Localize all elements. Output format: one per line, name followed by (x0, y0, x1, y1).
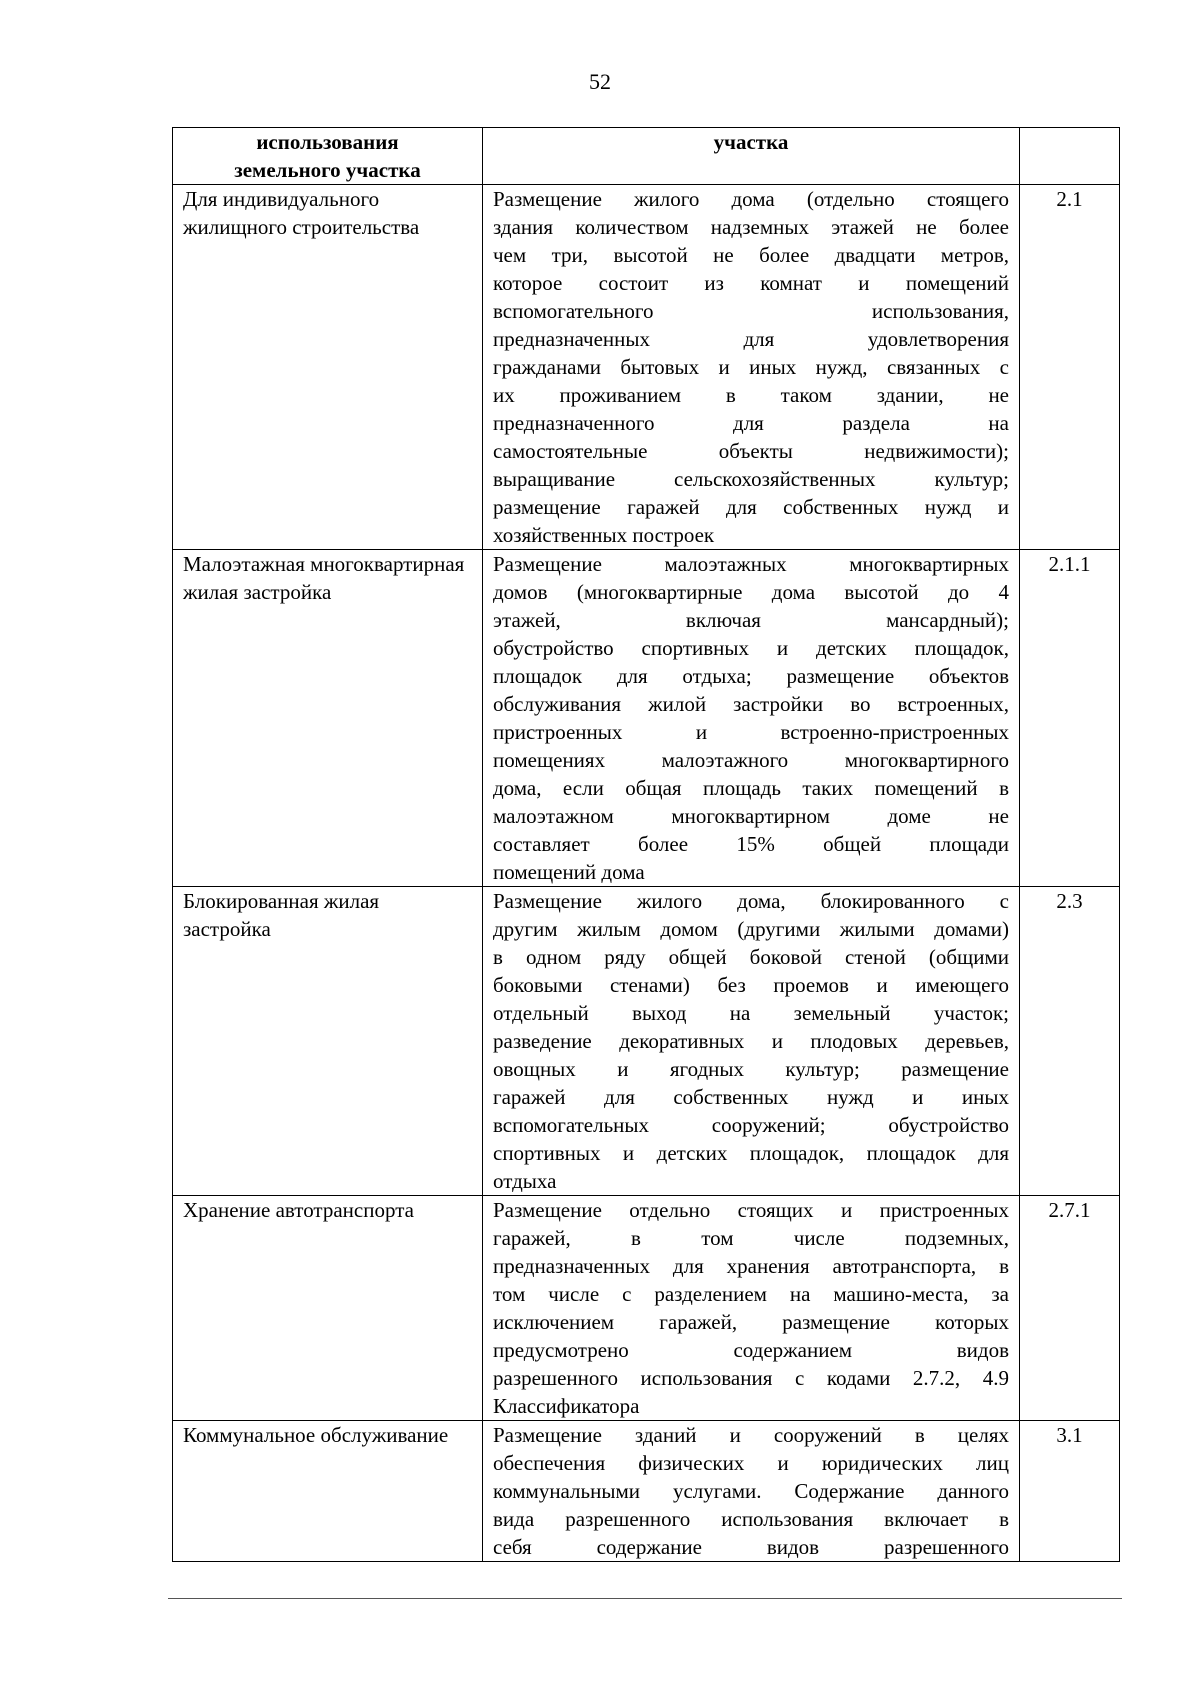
footer-divider (168, 1598, 1122, 1599)
description-line: исключением гаражей, размещение которых (493, 1310, 1009, 1334)
description-line: коммунальными услугами. Содержание данного (493, 1479, 1009, 1503)
description-line: помещений дома (493, 860, 645, 884)
land-use-description (483, 887, 1020, 1196)
header-line: земельного участка (234, 158, 421, 182)
header-description: участка (483, 128, 1020, 185)
description-line: которое состоит из комнат и помещений (493, 271, 1009, 295)
description-line: себя содержание видов разрешенного (493, 1535, 1009, 1559)
table-row (173, 887, 1120, 1196)
land-use-description (483, 1421, 1020, 1562)
description-line: гаражей для собственных нужд и иных (493, 1085, 1009, 1109)
description-line: выращивание сельскохозяйственных культур; (493, 467, 1009, 491)
description-line: пристроенных и встроенно-пристроенных (493, 720, 1009, 744)
land-use-description (483, 1196, 1020, 1421)
land-use-name: Блокированная жилая застройка (173, 887, 483, 1196)
description-line: гражданами бытовых и иных нужд, связанных с (493, 355, 1009, 379)
page-number: 52 (589, 69, 611, 94)
description-line: размещение гаражей для собственных нужд и (493, 495, 1009, 519)
description-line: Размещение жилого дома (отдельно стоящего (493, 187, 1009, 211)
description-line: предусмотрено содержанием видов (493, 1338, 1009, 1362)
land-use-code: 3.1 (1020, 1421, 1120, 1562)
description-line: малоэтажном многоквартирном доме не (493, 804, 1009, 828)
table-body (173, 185, 1120, 1562)
description-line: спортивных и детских площадок, площадок для (493, 1141, 1009, 1165)
description-line: овощных и ягодных культур; размещение (493, 1057, 1009, 1081)
land-use-name: Малоэтажная многоквартирная жилая застройка (173, 550, 483, 887)
land-use-code: 2.7.1 (1020, 1196, 1120, 1421)
land-use-code: 2.1.1 (1020, 550, 1120, 887)
description-line: Классификатора (493, 1394, 640, 1418)
description-line: их проживанием в таком здании, не (493, 383, 1009, 407)
description-line: домов (многоквартирные дома высотой до 4 (493, 580, 1009, 604)
land-use-name: Для индивидуального жилищного строительства (173, 185, 483, 550)
description-line: Размещение малоэтажных многоквартирных (493, 552, 1009, 576)
description-line: отдыха (493, 1169, 557, 1193)
description-line: хозяйственных построек (493, 523, 715, 547)
description-line: обслуживания жилой застройки во встроенных, (493, 692, 1009, 716)
description-line: этажей, включая мансардный); (493, 608, 1009, 632)
land-use-description (483, 550, 1020, 887)
description-line: обустройство спортивных и детских площадок, (493, 636, 1009, 660)
description-line: составляет более 15% общей площади (493, 832, 1009, 856)
land-use-name: Коммунальное обслуживание (173, 1421, 483, 1562)
land-use-description (483, 185, 1020, 550)
description-line: Размещение зданий и сооружений в целях (493, 1423, 1009, 1447)
header-line: использования (256, 130, 399, 154)
description-line: вспомогательных сооружений; обустройство (493, 1113, 1009, 1137)
description-line: самостоятельные объекты недвижимости); (493, 439, 1009, 463)
description-line: помещениях малоэтажного многоквартирного (493, 748, 1009, 772)
description-line: обеспечения физических и юридических лиц (493, 1451, 1009, 1475)
table-row (173, 1421, 1120, 1562)
description-line: вида разрешенного использования включает в (493, 1507, 1009, 1531)
land-use-code: 2.3 (1020, 887, 1120, 1196)
land-use-code: 2.1 (1020, 185, 1120, 550)
description-line: предназначенных для хранения автотранспорта, в (493, 1254, 1009, 1278)
description-line: другим жилым домом (другими жилыми домами) (493, 917, 1009, 941)
header-code (1020, 128, 1120, 185)
description-line: том числе с разделением на машино-места, за (493, 1282, 1009, 1306)
description-line: Размещение отдельно стоящих и пристроенных (493, 1198, 1009, 1222)
land-use-name: Хранение автотранспорта (173, 1196, 483, 1421)
description-line: предназначенных для удовлетворения (493, 327, 1009, 351)
description-line: здания количеством надземных этажей не более (493, 215, 1009, 239)
description-line: вспомогательного использования, (493, 299, 1009, 323)
description-line: разрешенного использования с кодами 2.7.2, 4.9 (493, 1366, 1009, 1390)
table-row (173, 1196, 1120, 1421)
header-land-use-type (173, 128, 483, 185)
land-use-table (172, 127, 1120, 1562)
description-line: дома, если общая площадь таких помещений в (493, 776, 1009, 800)
description-line: гаражей, в том числе подземных, (493, 1226, 1009, 1250)
description-line: чем три, высотой не более двадцати метров, (493, 243, 1009, 267)
table-row (173, 185, 1120, 550)
description-line: Размещение жилого дома, блокированного с (493, 889, 1009, 913)
description-line: боковыми стенами) без проемов и имеющего (493, 973, 1009, 997)
description-line: площадок для отдыха; размещение объектов (493, 664, 1009, 688)
table-header-row (173, 128, 1120, 185)
description-line: разведение декоративных и плодовых деревьев, (493, 1029, 1009, 1053)
table-row (173, 550, 1120, 887)
description-line: предназначенного для раздела на (493, 411, 1009, 435)
description-line: отдельный выход на земельный участок; (493, 1001, 1009, 1025)
description-line: в одном ряду общей боковой стеной (общими (493, 945, 1009, 969)
